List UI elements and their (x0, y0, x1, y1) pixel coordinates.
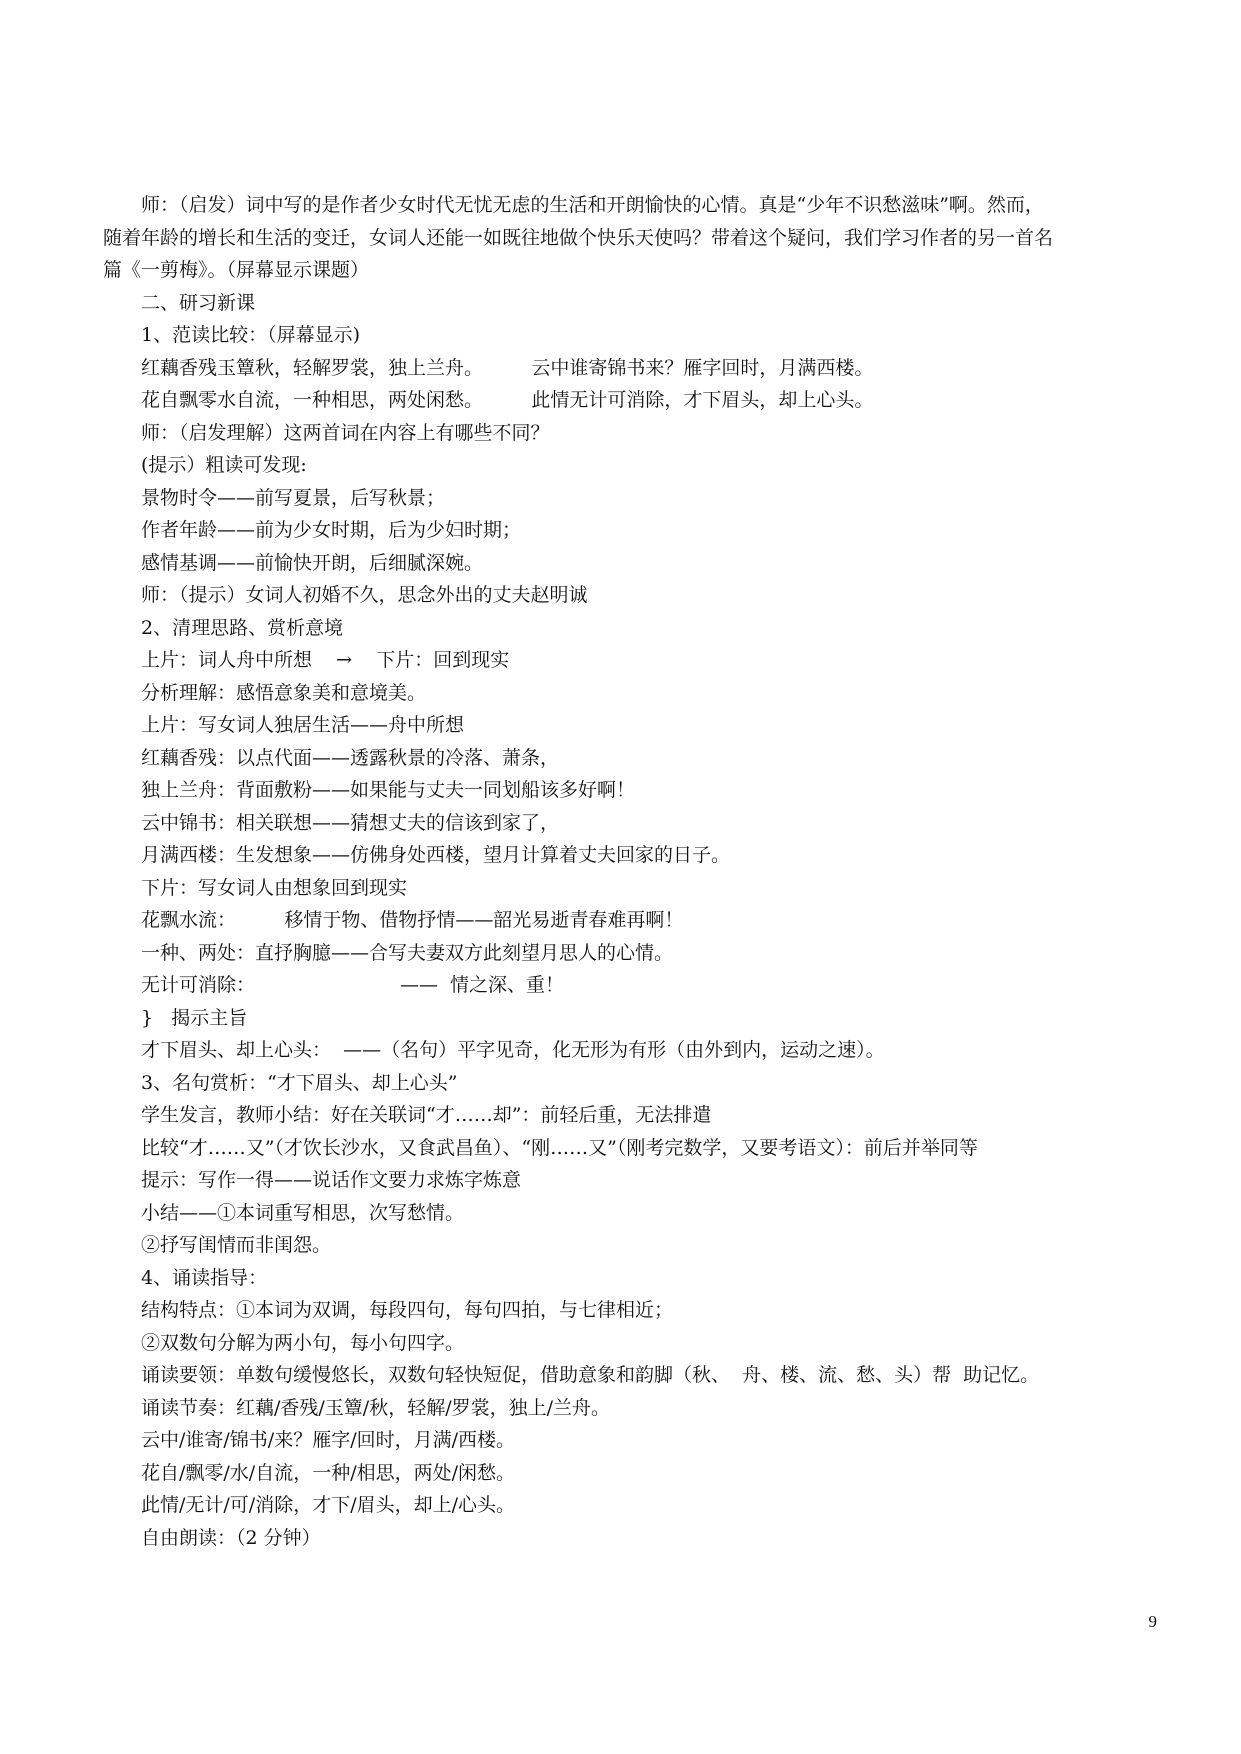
body-lines (103, 287, 1153, 1555)
intro-paragraph (103, 189, 1153, 287)
intro-line: 篇《一剪梅》。（屏幕显示课题） (103, 259, 370, 281)
text-line: 无计可消除： —— 情之深、重！ (141, 974, 565, 996)
text-line: 小结——①本词重写相思，次写愁情。 (141, 1201, 465, 1224)
text-line: 诵读节奏：红藕/香残/玉簟/秋，轻解/罗裳，独上/兰舟。 (141, 1396, 611, 1419)
text-line: ②双数句分解为两小句，每小句四字。 (141, 1331, 465, 1354)
text-line: 师：（提示）女词人初婚不久，思念外出的丈夫赵明诚 (141, 584, 588, 606)
text-line: 一种、两处：直抒胸臆——合写夫妻双方此刻望月思人的心情。 (141, 941, 674, 964)
page-number: 9 (1148, 1612, 1157, 1631)
text-line: 独上兰舟：背面敷粉——如果能与丈夫一同划船该多好啊！ (141, 779, 636, 801)
subsection-heading: 4、诵读指导： (141, 1266, 268, 1289)
text-line: 花自/飘零/水/自流，一种/相思，两处/闲愁。 (141, 1461, 516, 1484)
text-line: 月满西楼：生发想象——仿佛身处西楼，望月计算着丈夫回家的日子。 (141, 844, 731, 866)
text-line: 提示：写作一得——说话作文要力求炼字炼意 (141, 1169, 522, 1191)
intro-line: 师：（启发）词中写的是作者少女时代无忧无虑的生活和开朗愉快的心情。真是“少年不识愁滋味”啊。然而， (141, 194, 1044, 216)
text-line: 比较“才……又”（才饮长沙水，又食武昌鱼）、“刚……又”（刚考完数学，又要考语文）：前后并举同等 (141, 1136, 978, 1159)
poem-line: 红藕香残玉簟秋，轻解罗裳，独上兰舟。 云中谁寄锦书来？雁字回时，月满西楼。 (141, 356, 874, 379)
text-line: ②抒写闺情而非闺怨。 (141, 1234, 332, 1256)
text-line: 学生发言，教师小结：好在关联词“才……却”：前轻后重，无法排遣 (141, 1104, 712, 1126)
text-line: 师：（启发理解）这两首词在内容上有哪些不同？ (141, 421, 550, 444)
text-line: 才下眉头、却上心头： ——（名句）平字见奇，化无形为有形（由外到内，运动之速）。 (141, 1039, 885, 1061)
subsection-heading: 3、名句赏析：“才下眉头、却上心头” (141, 1071, 458, 1094)
text-line: } 揭示主旨 (141, 1006, 248, 1029)
text-line: 下片：写女词人由想象回到现实 (141, 876, 408, 899)
text-line: 作者年龄——前为少女时期，后为少妇时期； (141, 519, 522, 541)
text-line: 云中/谁寄/锦书/来？雁字/回时，月满/西楼。 (141, 1429, 516, 1451)
text-line: 云中锦书：相关联想——猜想丈夫的信该到家了， (141, 811, 560, 834)
text-line: 景物时令——前写夏景，后写秋景； (141, 486, 446, 509)
intro-line: 随着年龄的增长和生活的变迁，女词人还能一如既往地做个快乐天使吗？带着这个疑问，我们学习作者的另一首名 (103, 226, 1054, 249)
text-line: 诵读要领：单数句缓慢悠长，双数句轻快短促，借助意象和韵脚（秋、 舟、楼、流、愁、头）帮 助记忆。 (141, 1364, 1040, 1386)
text-line: 结构特点：①本词为双调，每段四句，每句四拍，与七律相近； (141, 1299, 674, 1321)
document-body (103, 189, 1153, 1554)
subsection-heading: 2、清理思路、赏析意境 (141, 616, 344, 639)
text-line: 此情/无计/可/消除，才下/眉头，却上/心头。 (141, 1494, 516, 1516)
text-line: (提示）粗读可发现: (141, 454, 307, 476)
text-line: 花飘水流： 移情于物、借物抒情——韶光易逝青春难再啊！ (141, 909, 684, 931)
text-line: 分析理解：感悟意象美和意境美。 (141, 681, 427, 704)
text-line: 上片：写女词人独居生活——舟中所想 (141, 714, 465, 736)
poem-line: 花自飘零水自流，一种相思，两处闲愁。 此情无计可消除，才下眉头，却上心头。 (141, 389, 874, 411)
text-line: 自由朗读：（2 分钟） (141, 1526, 321, 1549)
subsection-heading: 1、范读比较：（屏幕显示) (141, 324, 361, 346)
section-heading: 二、研习新课 (141, 291, 256, 314)
text-line: 红藕香残：以点代面——透露秋景的冷落、萧条， (141, 746, 560, 769)
text-line: 上片：词人舟中所想 → 下片：回到现实 (141, 649, 510, 671)
text-line: 感情基调——前愉快开朗，后细腻深婉。 (141, 551, 484, 574)
